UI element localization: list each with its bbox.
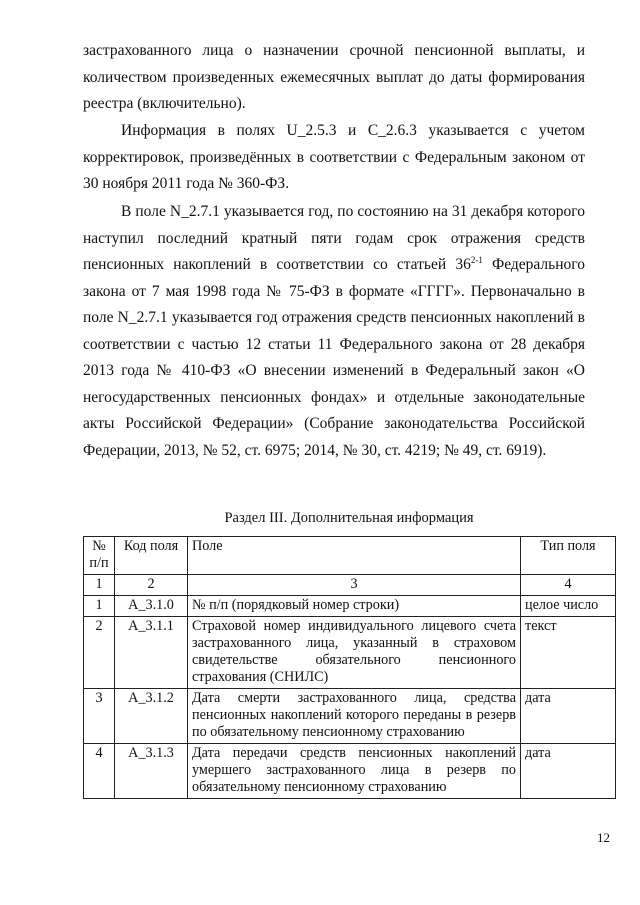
column-number-2: 2 — [115, 575, 188, 596]
table-column-numbers-row — [84, 575, 616, 596]
table-row — [84, 617, 616, 689]
header-number: № п/п — [84, 537, 115, 575]
row-field-type: текст — [521, 617, 616, 689]
row-field-type: дата — [521, 744, 616, 799]
paragraph-3 — [83, 199, 585, 464]
column-number-3: 3 — [188, 575, 521, 596]
row-field-description: Дата смерти застрахованного лица, средства пенсионных накоплений которого переданы в резерв по обязательному пенсионному страхованию — [188, 689, 521, 744]
row-number: 1 — [84, 596, 115, 617]
row-field-type: целое число — [521, 596, 616, 617]
row-field-code: A_3.1.3 — [115, 744, 188, 799]
table-row — [84, 689, 616, 744]
row-field-type: дата — [521, 689, 616, 744]
header-field: Поле — [188, 537, 521, 575]
table-row — [84, 744, 616, 799]
paragraph-3-text-b: Федерального закона от 7 мая 1998 года № 75-ФЗ в формате «ГГГГ». Первоначально в поле N_2.7.1 указывается год отражения средств пенсионных накоплений в соответствии с частью 12 статьи 11 Федерального закона от 28 декабря 2013 года № 410-ФЗ «О внесении изменений в Федеральный закон «О негосударственных пенсионных фондах» и отдельные законодательные акты Российской Федерации» (Собрание законодательства Российской Федерации, 2013, № 52, ст. 6975; 2014, № 30, ст. 4219; № 49, ст. 6919). — [83, 256, 585, 459]
row-number: 4 — [84, 744, 115, 799]
header-field-type: Тип поля — [521, 537, 616, 575]
row-field-code: A_3.1.1 — [115, 617, 188, 689]
table-caption: Раздел III. Дополнительная информация — [224, 510, 474, 526]
table-row — [84, 596, 616, 617]
row-number: 2 — [84, 617, 115, 689]
column-number-1: 1 — [84, 575, 115, 596]
paragraph-3-text-a: В поле N_2.7.1 указывается год, по состоянию на 31 декабря которого наступил последний кратный пяти годам срок отражения средств пенсионных накоплений в соответствии со статьей 36 — [83, 203, 585, 273]
info-table — [83, 536, 616, 799]
row-field-description: Страховой номер индивидуального лицевого счета застрахованного лица, указанный в страховом свидетельстве обязательного пенсионного страхования (СНИЛС) — [188, 617, 521, 689]
row-field-code: A_3.1.2 — [115, 689, 188, 744]
page-number: 12 — [597, 830, 610, 845]
column-number-4: 4 — [521, 575, 616, 596]
table-header-row — [84, 537, 616, 575]
row-field-code: A_3.1.0 — [115, 596, 188, 617]
row-field-description: № п/п (порядковый номер строки) — [188, 596, 521, 617]
header-field-code: Код поля — [115, 537, 188, 575]
row-field-description: Дата передачи средств пенсионных накоплений умершего застрахованного лица в резерв по обязательному пенсионному страхованию — [188, 744, 521, 799]
row-number: 3 — [84, 689, 115, 744]
paragraph-3-superscript: 2-1 — [470, 255, 483, 265]
paragraph-1: застрахованного лица о назначении срочной пенсионной выплаты, и количеством произведенных ежемесячных выплат до даты формирования реестра (включительно). — [83, 42, 585, 112]
paragraph-2: Информация в полях U_2.5.3 и C_2.6.3 указывается с учетом корректировок, произведённых в соответствии с Федеральным законом от 30 ноября 2011 года № 360-ФЗ. — [83, 122, 585, 192]
